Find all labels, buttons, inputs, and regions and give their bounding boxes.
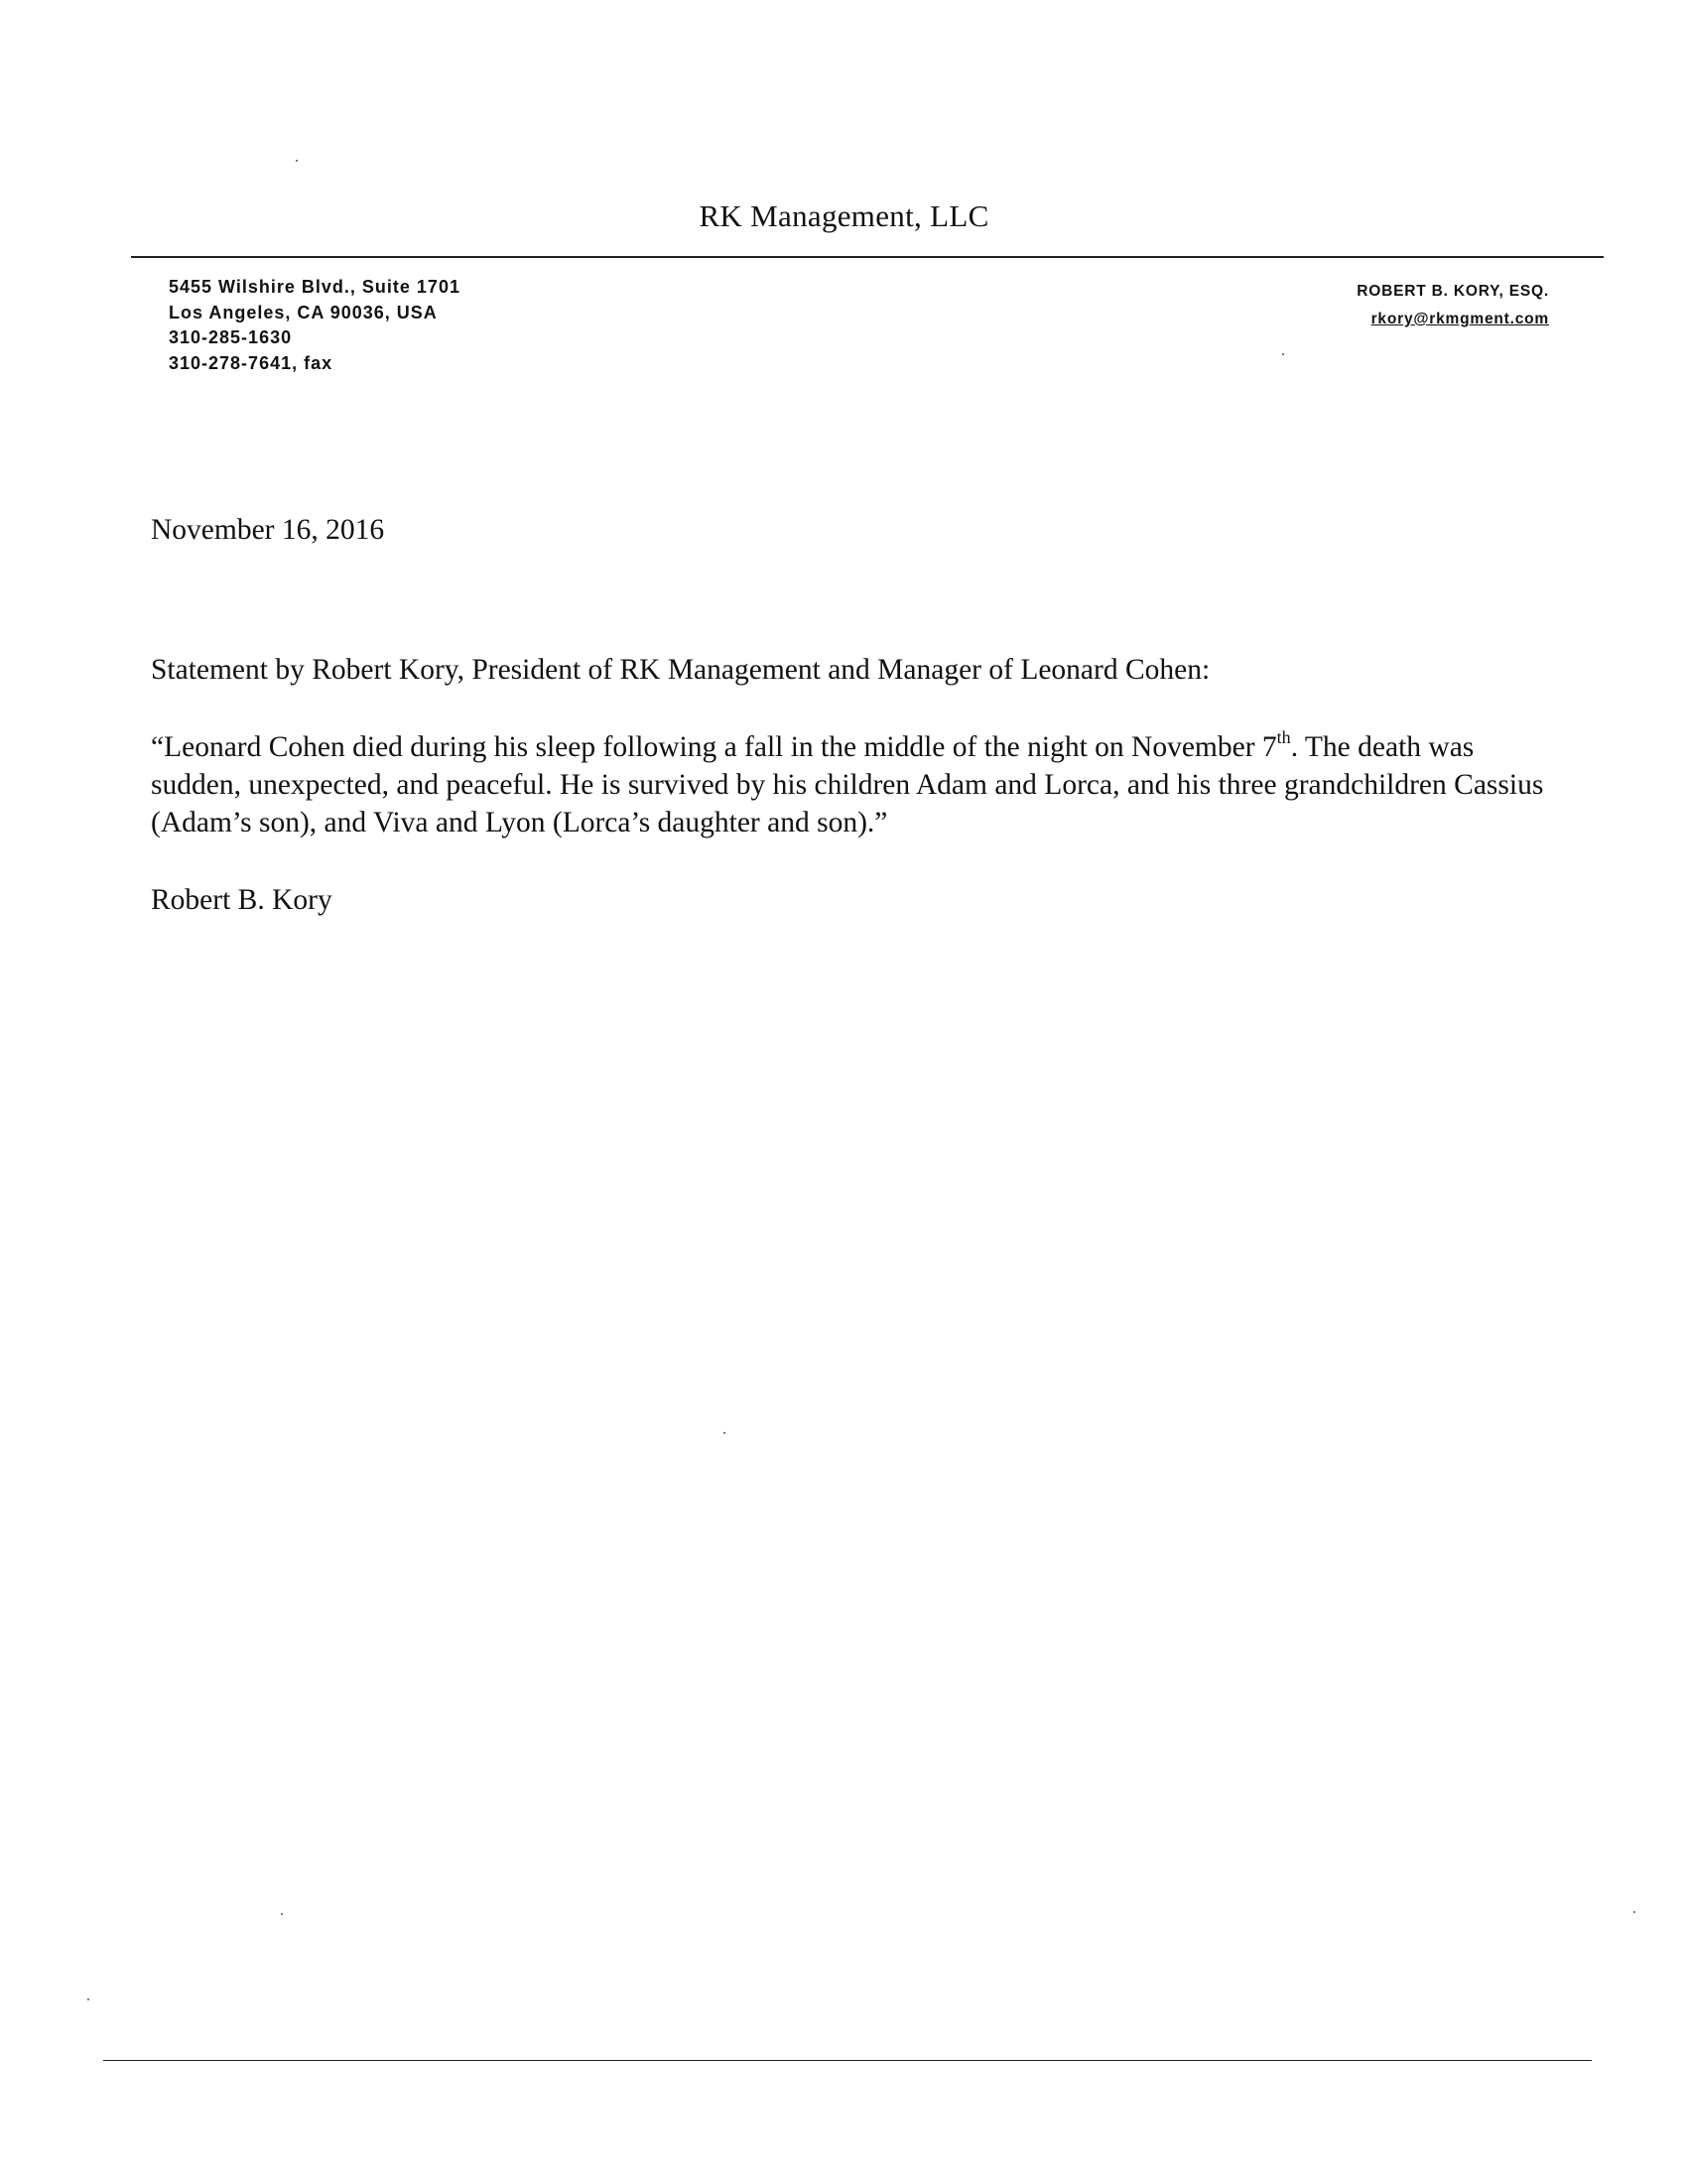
contact-email-link[interactable]: rkory@rkmgment.com xyxy=(1370,311,1549,327)
scan-speck xyxy=(87,1998,89,2000)
scan-speck xyxy=(281,1913,283,1915)
header-divider xyxy=(131,256,1604,258)
footer-divider xyxy=(103,2060,1592,2061)
statement-quote xyxy=(151,728,1560,841)
contact-name: ROBERT B. KORY, ESQ. xyxy=(1357,283,1549,300)
scan-speck xyxy=(1633,1911,1635,1913)
scan-speck xyxy=(723,1432,725,1434)
address-line-2: Los Angeles, CA 90036, USA xyxy=(169,302,438,322)
quote-text-part-2: . The death was sudden, unexpected, and peaceful. He is survived by his children Adam and Lorca, and his three grandchildren Cassius (Adam’s son), and Viva and Lyon (Lorca’s daughter and son).” xyxy=(151,731,1544,838)
fax-number: 310-278-7641, fax xyxy=(169,352,333,373)
quote-text-part-1: “Leonard Cohen died during his sleep following a fall in the middle of the night on November 7 xyxy=(151,731,1277,763)
company-name: RK Management, LLC xyxy=(699,198,989,233)
quote-ordinal-suffix: th xyxy=(1276,727,1291,747)
address-block xyxy=(169,275,460,376)
statement-intro: Statement by Robert Kory, President of RK Management and Manager of Leonard Cohen: xyxy=(151,654,1211,686)
signature: Robert B. Kory xyxy=(151,884,332,916)
address-line-1: 5455 Wilshire Blvd., Suite 1701 xyxy=(169,277,460,297)
phone-number: 310-285-1630 xyxy=(169,327,293,347)
letter-date: November 16, 2016 xyxy=(151,514,385,546)
scan-speck xyxy=(1282,353,1284,355)
scan-speck xyxy=(296,160,298,162)
contact-block xyxy=(1357,278,1549,333)
